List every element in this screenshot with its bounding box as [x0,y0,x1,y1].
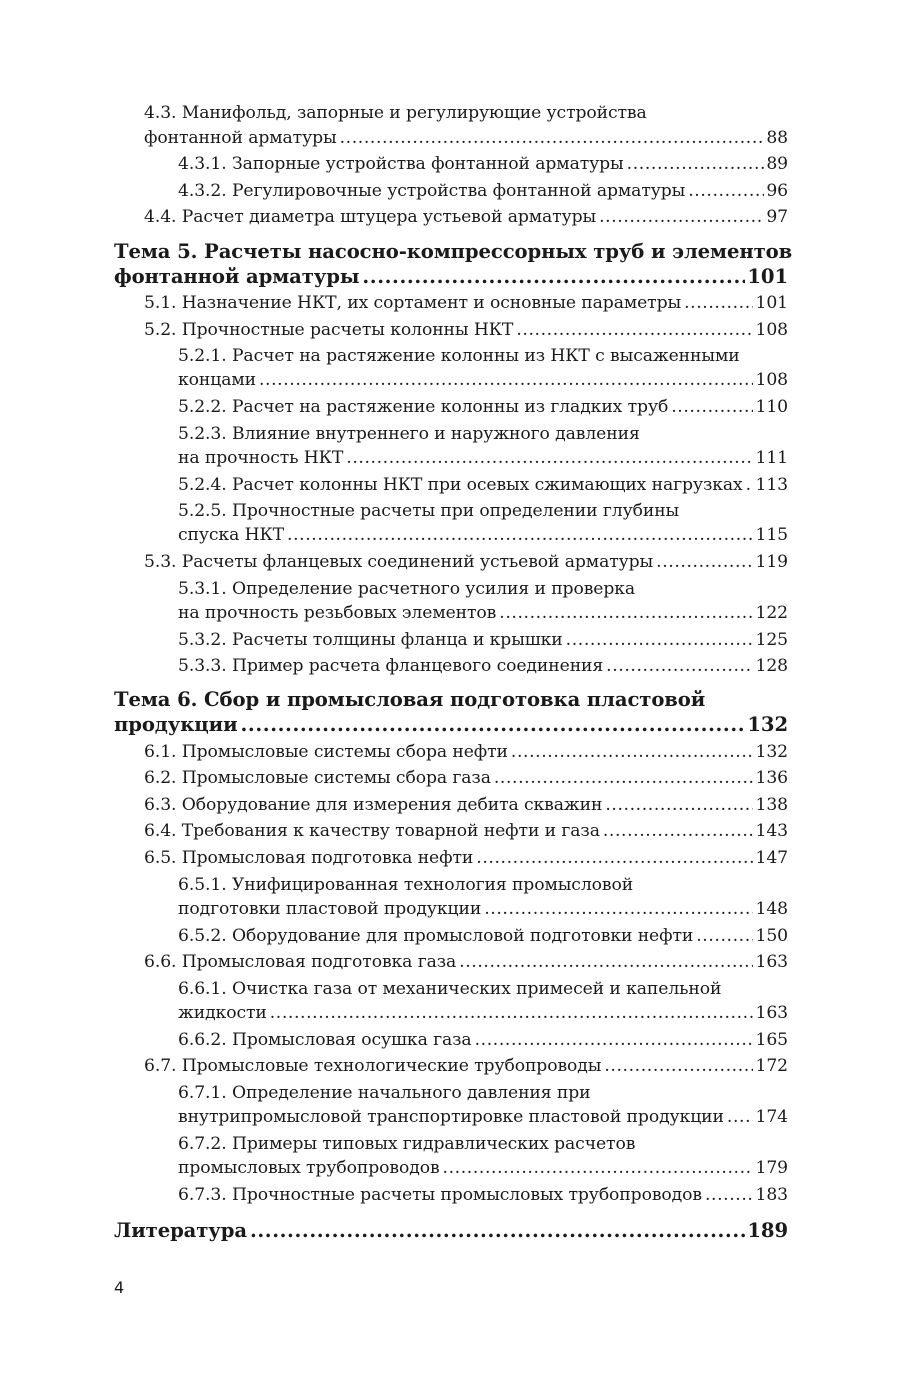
toc-entry-line [144,950,788,974]
toc-entry-title: 5.2.2. Расчет на растяжение колонны из гладких труб [178,397,669,418]
toc-section-entry[interactable] [114,793,788,817]
toc-entry-heading: 6.7.2. Примеры типовых гидравлических расчетов [178,1133,636,1154]
toc-entry-line [144,766,788,790]
toc-entry-page: 128 [755,656,788,677]
toc-entry-heading: Тема 6. Сбор и промысловая подготовка пластовой [114,688,706,712]
dot-leader [688,179,764,203]
toc-entry-title: 4.4. Расчет диаметра штуцера устьевой арматуры [144,207,597,228]
toc-entry-heading: 4.3. Манифольд, запорные и регулирующие устройства [144,103,647,124]
toc-section-entry[interactable] [114,577,788,626]
toc-entry-title: 4.3.2. Регулировочные устройства фонтанной арматуры [178,180,686,201]
toc-entry-line [178,446,788,470]
toc-entry-title: 6.1. Промысловые системы сбора нефти [144,741,508,762]
toc-entry-title: 6.6. Промысловая подготовка газа [144,952,457,973]
toc-entry-line [178,1105,788,1129]
dot-leader [241,712,746,737]
toc-entry-line [178,179,788,203]
toc-entry-title: 6.7. Промысловые технологические трубопроводы [144,1056,602,1077]
toc-entry-page: 97 [766,207,788,228]
toc-entry-title: Литература [114,1218,247,1242]
toc-entry-page: 165 [755,1029,788,1050]
dot-leader [499,601,753,625]
toc-entry-title: концами [178,370,256,391]
toc-entry-page: 143 [755,821,788,842]
toc-entry-line [144,205,788,229]
toc-entry-page: 148 [755,898,788,919]
toc-entry-page: 138 [755,794,788,815]
toc-section-entry[interactable] [114,205,788,229]
toc-section-entry[interactable] [114,924,788,948]
toc-section-entry[interactable] [114,1132,788,1181]
toc-entry-page: 88 [766,127,788,148]
toc-entry-line [178,523,788,547]
toc-entry-page: 108 [755,370,788,391]
toc-section-entry[interactable] [114,628,788,652]
toc-entry-page: 111 [755,447,788,468]
toc-entry-title: спуска НКТ [178,525,285,546]
toc-entry-title: 4.3.1. Запорные устройства фонтанной арматуры [178,154,624,175]
toc-entry-title: 6.6.2. Промысловая осушка газа [178,1029,472,1050]
toc-section-entry[interactable] [114,1028,788,1052]
table-of-contents [114,99,793,1243]
toc-entry-heading: 6.5.1. Унифицированная технология промысловой [178,874,634,895]
toc-entry-heading: 6.6.1. Очистка газа от механических примесей и капельной [178,978,722,999]
toc-section-entry[interactable] [114,344,788,393]
dot-leader [443,1156,754,1180]
toc-entry-line [178,1028,788,1052]
toc-entry-page: 110 [755,397,788,418]
toc-section-entry[interactable] [114,152,788,176]
toc-entry-page: 125 [755,629,788,650]
toc-section-entry[interactable] [114,1081,788,1130]
toc-section-entry[interactable] [114,654,788,678]
toc-section-entry[interactable] [114,977,788,1026]
dot-leader [696,924,753,948]
toc-entry-page: 132 [747,713,788,737]
toc-section-entry[interactable] [114,395,788,419]
toc-section-entry[interactable] [114,291,788,315]
toc-entry-heading: Тема 5. Расчеты насосно-компрессорных труб и элементов [114,239,793,263]
toc-entry-line [144,291,788,315]
toc-entry-title: 6.5. Промысловая подготовка нефти [144,848,474,869]
toc-entry-page: 96 [766,180,788,201]
dot-leader [599,205,764,229]
toc-entry-line [178,395,788,419]
dot-leader [603,819,754,843]
toc-entry-title: 6.5.2. Оборудование для промысловой подготовки нефти [178,925,694,946]
toc-entry-title: 6.7.3. Прочностные расчеты промысловых трубопроводов [178,1184,702,1205]
toc-chapter-entry[interactable] [114,239,793,289]
toc-entry-line [114,712,788,737]
toc-entry-page: 179 [755,1158,788,1178]
toc-section-entry[interactable] [114,473,788,497]
dot-leader [727,1105,754,1129]
dot-leader [259,368,754,392]
toc-entry-line [144,819,788,843]
toc-section-entry[interactable] [114,846,788,870]
toc-entry-line [178,1183,788,1207]
toc-section-entry[interactable] [114,819,788,843]
toc-entry-line [114,264,788,289]
toc-entry-page: 163 [755,952,788,973]
toc-section-entry[interactable] [114,873,788,922]
dot-leader [705,1183,754,1207]
toc-entry-page: 119 [755,552,788,573]
dot-leader [287,523,753,547]
dot-leader [340,126,765,150]
toc-entry-page: 115 [755,525,788,546]
toc-section-entry[interactable] [114,550,788,574]
dot-leader [250,1218,745,1243]
toc-entry-heading: 5.2.5. Прочностные расчеты при определении глубины [178,501,680,522]
toc-entry-page: 108 [755,319,788,340]
toc-entry-line [144,740,788,764]
page-number: 4 [114,1278,125,1297]
toc-entry-page: 101 [755,292,788,313]
toc-entry-title: фонтанной арматуры [114,264,360,288]
dot-leader [494,766,754,790]
toc-entry-heading: 5.3.1. Определение расчетного усилия и проверка [178,578,636,599]
toc-entry-title: внутрипромысловой транспортировке пластовой продукции [178,1107,724,1128]
dot-leader [476,846,753,870]
toc-section-entry[interactable] [114,950,788,974]
dot-leader [627,152,765,176]
dot-leader [746,473,754,497]
toc-entry-title: жидкости [178,1003,267,1024]
toc-entry-page: 172 [755,1056,788,1077]
dot-leader [656,550,753,574]
toc-chapter-entry[interactable] [114,687,788,737]
toc-section-entry[interactable] [114,179,788,203]
toc-entry-page: 147 [755,848,788,869]
toc-entry-title: 5.1. Назначение НКТ, их сортамент и основные параметры [144,292,682,313]
toc-entry-page: 150 [755,925,788,946]
toc-section-entry[interactable] [114,499,788,548]
dot-leader [605,793,753,817]
toc-entry-title: на прочность резьбовых элементов [178,602,497,623]
toc-entry-page: 189 [747,1218,788,1242]
toc-entry-title: 5.2. Прочностные расчеты колонны НКТ [144,319,514,340]
toc-entry-page: 174 [755,1107,788,1128]
dot-leader [604,1054,753,1078]
toc-section-entry[interactable] [114,1054,788,1078]
toc-section-entry[interactable] [114,1183,788,1207]
toc-entry-line [178,628,788,652]
dot-leader [606,654,753,678]
toc-entry-line [144,318,788,342]
toc-entry-line [144,126,788,150]
toc-section-entry[interactable] [114,766,788,790]
toc-entry-title: 5.3.2. Расчеты толщины фланца и крышки [178,629,563,650]
dot-leader [511,740,754,764]
toc-entry-title: 6.3. Оборудование для измерения дебита скважин [144,794,603,815]
toc-entry-line [178,924,788,948]
dot-leader [270,1001,754,1025]
toc-entry-heading: 6.7.1. Определение начального давления при [178,1082,591,1103]
toc-entry-line [178,601,788,625]
toc-section-entry[interactable] [114,318,788,342]
toc-entry-line [178,1156,788,1180]
toc-entry-title: 6.4. Требования к качеству товарной нефти и газа [144,821,600,842]
toc-entry-line [144,550,788,574]
toc-entry-page: 89 [766,154,788,175]
toc-entry-line [144,846,788,870]
dot-leader [475,1028,754,1052]
toc-entry-page: 183 [755,1184,788,1205]
toc-entry-line [178,368,788,392]
dot-leader [362,264,745,289]
dot-leader [516,318,753,342]
toc-entry-page: 101 [747,264,788,288]
toc-entry-title: фонтанной арматуры [144,127,337,148]
toc-entry-page: 163 [755,1003,788,1024]
toc-section-entry[interactable] [114,740,788,764]
dot-leader [684,291,753,315]
toc-entry-line [178,1001,788,1025]
toc-entry-line [144,793,788,817]
toc-entry-line [144,1054,788,1078]
toc-entry-title: промысловых трубопроводов [178,1158,440,1178]
dot-leader [346,446,753,470]
toc-entry-line [178,473,788,497]
toc-entry-heading: 5.2.3. Влияние внутреннего и наружного давления [178,423,640,444]
dot-leader [484,897,753,921]
toc-entry-line [178,654,788,678]
toc-entry-page: 113 [755,474,788,495]
toc-entry-title: продукции [114,713,238,737]
toc-entry-line [114,1218,788,1243]
dot-leader [671,395,753,419]
toc-entry-page: 136 [755,768,788,789]
dot-leader [459,950,753,974]
toc-entry-line [178,152,788,176]
toc-section-entry[interactable] [114,422,788,471]
toc-entry-title: 6.2. Промысловые системы сбора газа [144,768,491,789]
toc-entry-page: 132 [755,741,788,762]
toc-entry-heading: 5.2.1. Расчет на растяжение колонны из НКТ с высаженными [178,346,740,367]
toc-entry-title: 5.3. Расчеты фланцевых соединений устьевой арматуры [144,552,654,573]
toc-entry-line [178,897,788,921]
toc-chapter-entry[interactable] [114,1218,788,1243]
dot-leader [566,628,754,652]
toc-entry-title: 5.3.3. Пример расчета фланцевого соединения [178,656,604,677]
toc-entry-page: 122 [755,602,788,623]
toc-entry-title: на прочность НКТ [178,447,344,468]
toc-section-entry[interactable] [114,101,788,150]
toc-entry-title: 5.2.4. Расчет колонны НКТ при осевых сжимающих нагрузках [178,474,743,495]
toc-entry-title: подготовки пластовой продукции [178,898,482,919]
